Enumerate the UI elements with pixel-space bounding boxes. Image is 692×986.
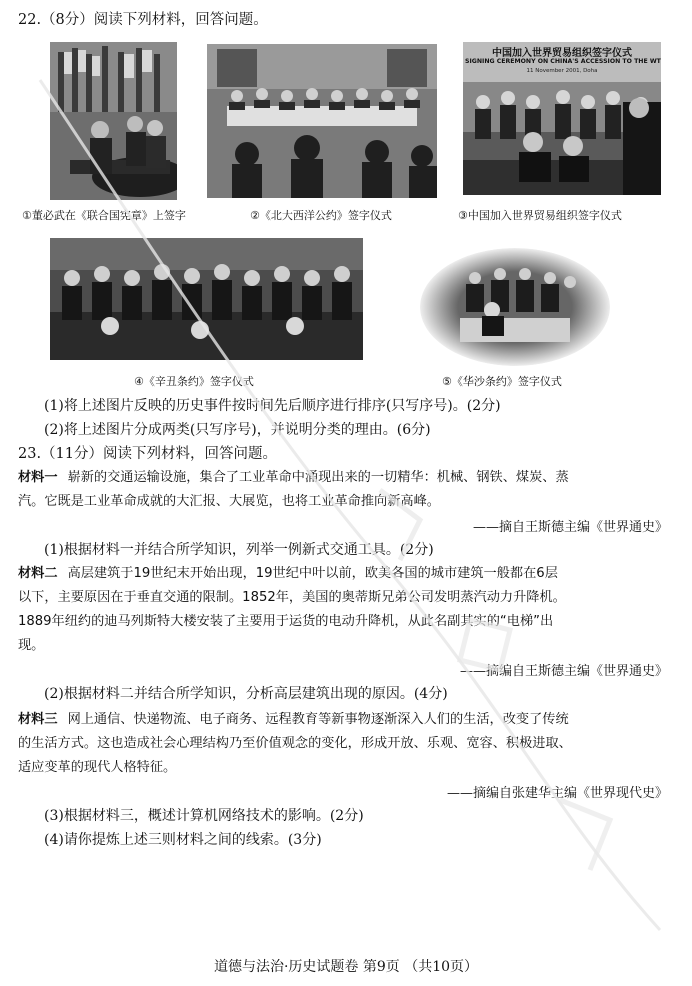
q23-material3-line2: 的生活方式。这也造成社会心理结构乃至价值观念的变化，形成开放、乐观、宽容、积极进取、: [18, 736, 572, 751]
q23-material3-line3: 适应变革的现代人格特征。: [18, 760, 177, 775]
q23-sub4: (4)请你提炼上述三则材料之间的线索。(3分): [44, 832, 322, 848]
photo-warsaw-pact-signing: [420, 248, 610, 366]
q23-sub2: (2)根据材料二并结合所学知识，分析高层建筑出现的原因。(4分): [44, 686, 448, 702]
photo-1-caption: ①董必武在《联合国宪章》上签字: [22, 209, 186, 222]
material3-text-1: 网上通信、快递物流、电子商务、远程教育等新事物逐渐深入人们的生活，改变了传统: [67, 712, 569, 727]
photo-wto-signing: [463, 42, 661, 195]
q22-sub1: (1)将上述图片反映的历史事件按时间先后顺序进行排序(只写序号)。(2分): [44, 398, 501, 414]
wto-banner-date: 11 November 2001, Doha: [526, 68, 598, 74]
q23-material1-line2: 汽。它既是工业革命成就的大汇报、大展览，也将工业革命推向新高峰。: [18, 494, 440, 509]
photo-2-caption: ②《北大西洋公约》签字仪式: [250, 209, 392, 222]
q23-material2-line2: 以下，主要原因在于垂直交通的限制。1852年，美国的奥蒂斯兄弟公司发明蒸汽动力升降机。: [18, 590, 566, 605]
q23-material3-line1: [18, 710, 569, 730]
page-footer: 道德与法治·历史试题卷 第9页 （共10页）: [213, 959, 479, 975]
q23-material2-line1: [18, 564, 558, 584]
material2-label: 材料二: [18, 566, 58, 581]
q22-sub2: (2)将上述图片分成两类(只写序号)，并说明分类的理由。(6分): [44, 422, 431, 438]
q22-header: 22.（8分）阅读下列材料，回答问题。: [18, 12, 268, 28]
material3-label: 材料三: [18, 712, 58, 727]
wto-banner-title: 中国加入世界贸易组织签字仪式: [492, 48, 632, 59]
photo-4-caption: ④《辛丑条约》签字仪式: [134, 375, 254, 388]
q23-material2-line4: 现。: [18, 638, 45, 653]
q23-material2-line3: 1889年纽约的迪马列斯特大楼安装了主要用于运货的电动升降机，从此名副其实的“电梯”出: [18, 614, 554, 629]
photo-5-caption: ⑤《华沙条约》签字仪式: [442, 375, 562, 388]
q23-header: 23.（11分）阅读下列材料，回答问题。: [18, 446, 278, 462]
material2-source: ——摘编自王斯德主编《世界通史》: [459, 664, 668, 679]
q23-sub3: (3)根据材料三，概述计算机网络技术的影响。(2分): [44, 808, 364, 824]
material3-source: ——摘编自张建华主编《世界现代史》: [446, 786, 668, 801]
wto-banner-subtitle: SIGNING CEREMONY ON CHINA'S ACCESSION TO THE WT: [465, 58, 661, 65]
material2-text-1: 高层建筑于19世纪末开始出现，19世纪中叶以前，欧美各国的城市建筑一般都在6层: [67, 566, 558, 581]
material1-source: ——摘自王斯德主编《世界通史》: [472, 520, 668, 535]
photo-un-charter-signing: [50, 42, 177, 200]
q23-material1-line1: [18, 468, 569, 488]
material1-text-1: 崭新的交通运输设施，集合了工业革命中涌现出来的一切精华：机械、钢铁、煤炭、蒸: [67, 470, 569, 485]
photo-xinchou-treaty-signing: [50, 238, 363, 360]
photo-3-caption: ③中国加入世界贸易组织签字仪式: [458, 209, 622, 222]
photo-nato-signing: [207, 44, 437, 198]
material1-label: 材料一: [18, 470, 58, 485]
q23-sub1: (1)根据材料一并结合所学知识，列举一例新式交通工具。(2分): [44, 542, 434, 558]
